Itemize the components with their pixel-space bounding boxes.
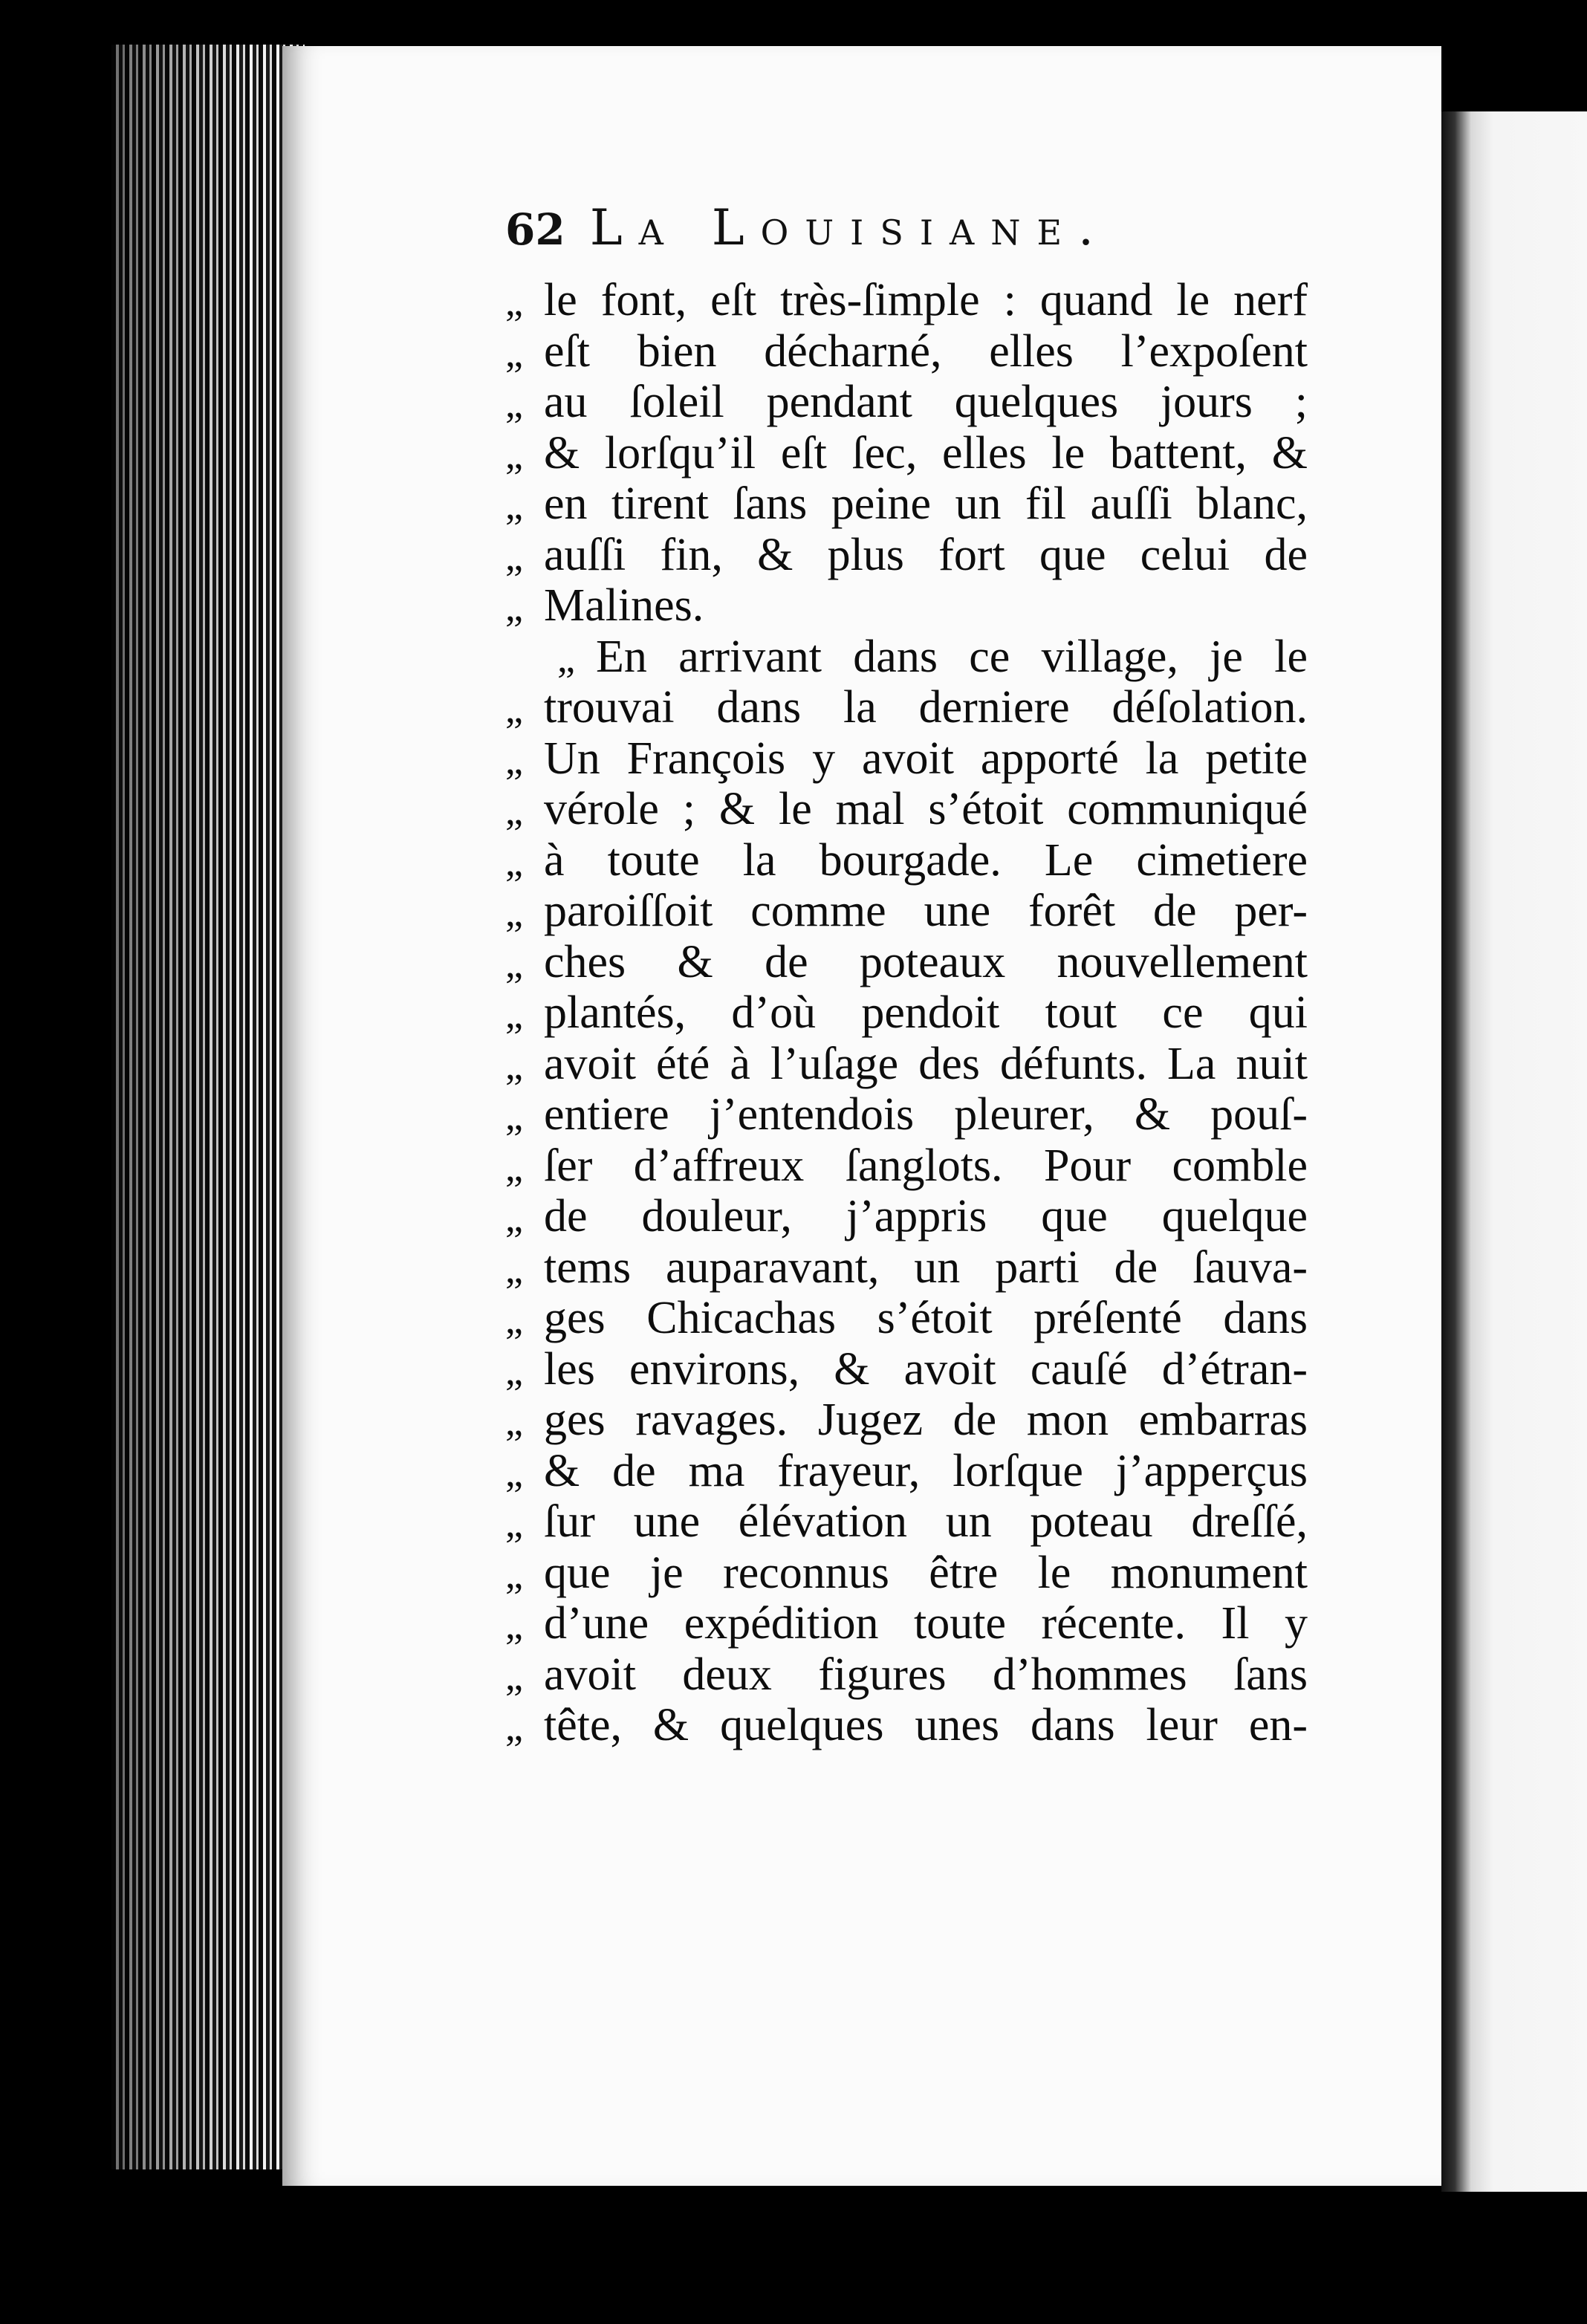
line-text: & lorſqu’il eſt ſec, elles le battent, & [544,427,1308,478]
quote-mark: „ [505,687,523,731]
quote-mark: „ [505,1704,523,1749]
quote-mark: „ [505,432,523,477]
quote-mark: „ [505,1603,523,1647]
text-line [505,1496,1308,1548]
text-line [505,326,1308,377]
line-text: Malines. [544,580,704,631]
line-text: En arrivant dans ce village, je le [596,631,1308,682]
gutter-shadow [111,45,305,2169]
line-text: Un François y avoit apporté la petite [544,733,1308,784]
line-text: ſer d’affreux ſanglots. Pour comble [544,1140,1308,1191]
text-line [505,1089,1308,1140]
quote-mark: „ [505,890,523,935]
quote-mark: „ [505,585,523,629]
quote-mark: „ [505,1144,523,1189]
line-text: les environs, & avoit cauſé d’étran- [544,1343,1308,1395]
page-number: 62 [505,204,565,255]
text-line [505,1191,1308,1242]
text-line [505,733,1308,785]
text-line [505,530,1308,581]
line-text: tête, & quelques unes dans leur en- [544,1700,1308,1750]
page-header [505,199,1322,266]
quote-mark: „ [505,1348,523,1393]
facing-page-edge [1441,111,1587,2192]
text-line [505,428,1308,479]
text-line [505,1242,1308,1294]
text-line [505,1446,1308,1497]
line-text: vérole ; & le mal s’étoit communiqué [544,784,1308,834]
text-line [505,987,1308,1039]
text-line [505,1395,1308,1446]
line-text: avoit deux figures d’hommes ſans [544,1649,1308,1700]
text-line [505,937,1308,988]
line-text: à toute la bourgade. Le cimetiere [544,834,1308,886]
quote-mark: „ [505,1195,523,1240]
quote-mark: „ [505,381,523,426]
quote-mark: „ [505,992,523,1036]
quote-mark: „ [505,788,523,833]
quote-mark: „ [505,839,523,884]
text-line [505,632,1308,683]
text-line [505,1649,1308,1701]
line-text: avoit été à l’uſage des défunts. La nuit [544,1038,1308,1089]
text-line [505,835,1308,886]
quote-mark: „ [505,1297,523,1342]
line-text: trouvai dans la derniere déſolation. [544,682,1308,733]
line-text: le font, eſt très-ſimple : quand le nerf [544,275,1308,325]
line-text: que je reconnus être le monument [544,1547,1308,1598]
text-line [505,1548,1308,1599]
quote-mark: „ [505,1399,523,1444]
line-text: ges Chicachas s’étoit préſenté dans [544,1293,1308,1343]
text-line [505,1039,1308,1090]
quote-mark: „ [505,1094,523,1138]
text-line [505,1140,1308,1192]
text-line [505,377,1308,428]
quote-mark: „ [505,330,523,375]
line-text: au ſoleil pendant quelques jours ; [544,377,1308,427]
text-line [505,275,1308,326]
text-line [505,682,1308,733]
quote-mark: „ [505,737,523,782]
line-text: ches & de poteaux nouvellement [544,936,1308,987]
line-text: de douleur, j’appris que quelque [544,1191,1308,1241]
running-title: La Louisiane. [589,199,1111,256]
line-text: & de ma frayeur, lorſque j’apperçus [544,1445,1308,1496]
line-text: ges ravages. Jugez de mon embarras [544,1395,1308,1445]
quote-mark: „ [505,1653,523,1698]
quote-mark: „ [505,1042,523,1088]
line-text: entiere j’entendois pleurer, & pouſ- [544,1089,1308,1140]
line-text: tems auparavant, un parti de ſauva- [544,1241,1308,1293]
line-text: ſur une élévation un poteau dreſſé, [544,1496,1308,1547]
quote-mark: „ [557,635,575,681]
line-text: paroiſſoit comme une forêt de per- [544,886,1308,936]
line-text: plantés, d’où pendoit tout ce qui [544,987,1308,1038]
text-line [505,886,1308,937]
text-line [505,1293,1308,1344]
quote-mark: „ [505,941,523,986]
text-line [505,580,1308,632]
quote-mark: „ [505,1450,523,1495]
line-text: eſt bien décharné, elles l’expoſent [544,325,1308,377]
quote-mark: „ [505,1246,523,1291]
quote-mark: „ [505,483,523,528]
text-line [505,1598,1308,1649]
quote-mark: „ [505,1551,523,1597]
quote-mark: „ [505,533,523,579]
text-line [505,784,1308,835]
line-text: en tirent ſans peine un fil auſſi blanc, [544,478,1308,529]
quote-mark: „ [505,279,523,324]
line-text: d’une expédition toute récente. Il y [544,1598,1308,1649]
text-line [505,1344,1308,1395]
line-text: auſſi fin, & plus fort que celui de [544,529,1308,580]
text-line [505,1700,1308,1751]
quote-mark: „ [505,1501,523,1545]
text-line [505,478,1308,530]
body-text [505,275,1308,1751]
